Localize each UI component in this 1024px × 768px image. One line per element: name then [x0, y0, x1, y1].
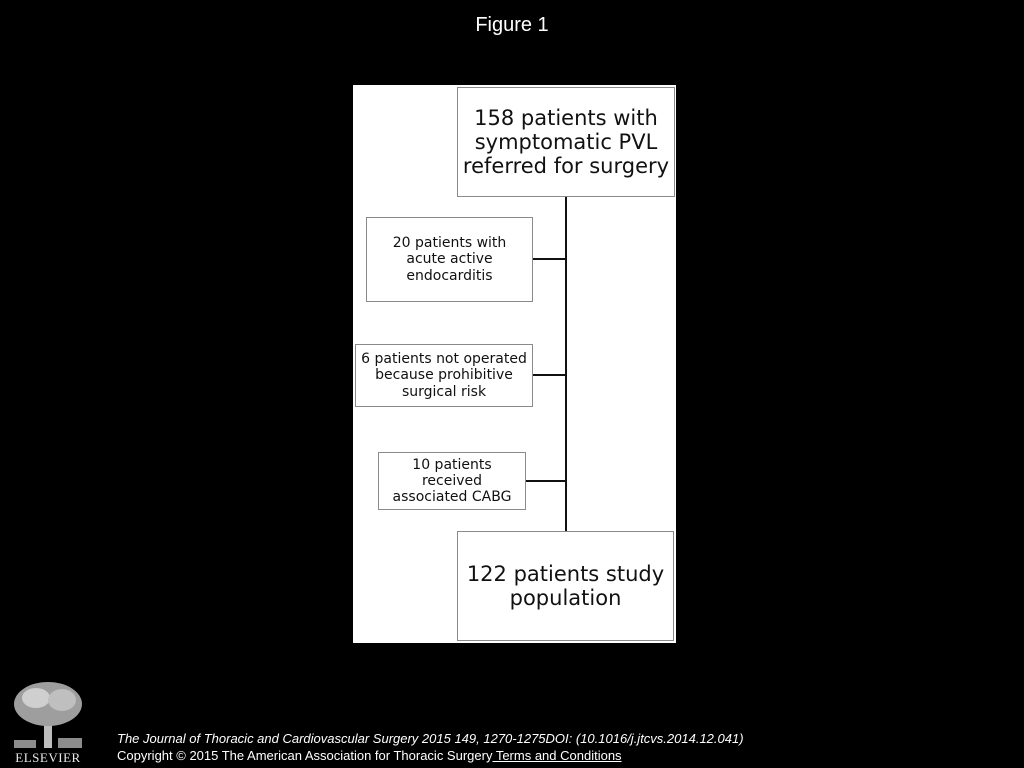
slide-footer [117, 730, 744, 764]
copyright-text: Copyright © 2015 The American Association for Thoracic Surgery [117, 748, 493, 763]
figure-title: Figure 1 [475, 14, 549, 36]
terms-and-conditions-link[interactable]: Terms and Conditions [492, 748, 622, 763]
elsevier-wordmark: ELSEVIER [15, 750, 81, 765]
citation-journal: The Journal of Thoracic and Cardiovascular Surgery [117, 731, 419, 746]
elsevier-tree-icon [8, 680, 88, 750]
citation-details: 2015 149, 1270-1275DOI: (10.1016/j.jtcvs.2014.12.041) [418, 731, 744, 746]
copyright-line [117, 747, 744, 764]
start-box: 158 patients with symptomatic PVL referred for surgery [457, 87, 675, 197]
exclusion-box-not-operated: 6 patients not operated because prohibitive surgical risk [355, 344, 533, 407]
flowchart-panel [353, 85, 676, 643]
study-population-box: 122 patients study population [457, 531, 674, 641]
exclusion-box-endocarditis: 20 patients with acute active endocarditis [366, 217, 533, 302]
citation-line [117, 730, 744, 747]
exclusion-box-cabg: 10 patients received associated CABG [378, 452, 526, 510]
elsevier-logo [8, 680, 88, 766]
